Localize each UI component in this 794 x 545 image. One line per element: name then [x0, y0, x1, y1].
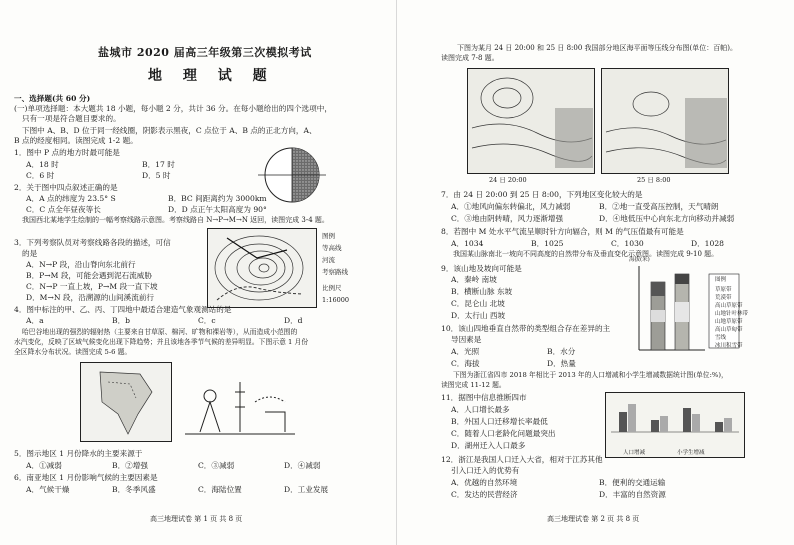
option: D．M→N 段，沿溯源的山间溪流前行: [26, 293, 155, 302]
intro-text: 我国某山脉南北一坡向不同高度的自然带分布及垂直变化示意图。读图完成 9-10 题。: [453, 250, 719, 258]
question-7: 7．由 24 日 20:00 到 25 日 8:00，下列地区变化较大的是: [441, 190, 643, 199]
option: D．热量: [547, 359, 576, 368]
question-3-cont: 的是: [22, 249, 38, 258]
option: A．A 点的纬度为 23.5° S: [26, 194, 116, 203]
option: C．6 时: [26, 171, 55, 180]
question-12-cont: 引入口迁入的优势有: [451, 466, 520, 475]
option: D．丰富的自然资源: [599, 490, 666, 499]
option: B．BC 间距离约为 3000km: [168, 194, 267, 203]
option: C．海拔: [451, 359, 480, 368]
question-8: 8．若图中 M 处水平气流呈顺时针方向辐合，则 M 的气压值最有可能是: [441, 227, 684, 236]
option: A．人口增长最多: [451, 405, 510, 414]
option: A．18 时: [26, 160, 59, 169]
question-10-cont: 导因素是: [451, 335, 482, 344]
question-4: 4．图中标注的甲、乙、丙、丁四地中最适合建造气象观测站的是: [14, 305, 232, 314]
option: C．N→P 一直上坡，P→M 段一直下坡: [26, 282, 158, 291]
option: C．昆仑山 北坡: [451, 299, 505, 308]
legend-item: 冰川积雪带: [715, 343, 743, 349]
option: B．b: [112, 316, 131, 325]
question-12: 12．浙江是我国人口迁入大省，相对于江苏其他: [441, 455, 603, 464]
option: A．优越的自然环境: [451, 478, 518, 487]
option: B．横断山脉 东坡: [451, 287, 513, 296]
option: B．1025: [531, 239, 564, 248]
legend-item: 河流: [322, 256, 335, 264]
option: B．17 时: [142, 160, 175, 169]
legend-item: 人口增减: [623, 450, 646, 456]
question-3: 3．下列考察队员对考察线路各段的描述，可信: [14, 238, 171, 247]
intro-text: 我国西北某地学生绘制的一幅考察线路示意图。考察线路自 N→P→M→N 返回，读图完成 3-4 题。: [22, 216, 329, 224]
option: D．湖州迁入人口最多: [451, 441, 526, 450]
question-11: 11．据图中信息推断四市: [441, 393, 527, 402]
option: C．发达的民营经济: [451, 490, 518, 499]
south-asia-map: [80, 362, 172, 442]
option: B．便利的交通运输: [599, 478, 666, 487]
option: D．工业发展: [284, 485, 329, 494]
contour-map: [207, 228, 317, 308]
map-caption: 24 日 20:00: [489, 176, 527, 184]
intro-text: 水汽变化，反映了区域气候变化出现下降趋势；并且该地各季节气候的差异明显。下图示意 1 月份: [14, 338, 309, 346]
option: D．d: [284, 316, 303, 325]
intro-text: 下图为浙江省四市 2018 年相比于 2013 年的人口增减和小学生增减数据统计图(单位:%)，: [453, 371, 728, 379]
intro-text: 读图完成 7-8 题。: [441, 54, 499, 62]
legend-item: 等高线: [322, 244, 342, 252]
legend-item: 小学生增减: [677, 450, 705, 456]
option: D．太行山 西坡: [451, 311, 506, 320]
option: C．C 点全年昼夜等长: [26, 205, 101, 214]
instructions-line: (一)单项选择题：本大题共 18 小题，每小题 2 分，共计 36 分。在每小题给出的四个选项中，: [14, 104, 332, 113]
process-diagram: [180, 372, 300, 442]
intro-text: B 点的经度相同。读图完成 1-2 题。: [14, 136, 138, 145]
option: B．水分: [547, 347, 576, 356]
option: B．P→M 段，可能会遇到泥石流威胁: [26, 271, 152, 280]
option: C．c: [198, 316, 216, 325]
pressure-map-2: [601, 68, 729, 174]
legend-title: 图例: [715, 277, 727, 283]
instructions-line: 只有一项是符合题目要求的。: [22, 114, 121, 123]
option: A．光照: [451, 347, 480, 356]
exam-title: 盐城市 2020 届高三年级第三次模拟考试: [98, 46, 312, 59]
right-page: [397, 0, 794, 545]
option: A．①减弱: [26, 461, 62, 470]
subject-title: 地 理 试 题: [148, 68, 275, 84]
question-10: 10．该山四地垂直自然带的类型组合存在差异的主: [441, 324, 611, 333]
axis-label: 海拔(米): [629, 257, 650, 263]
option: A．1034: [451, 239, 484, 248]
intro-text: 读图完成 11-12 题。: [441, 381, 506, 389]
legend-item: 比例尺: [322, 284, 342, 292]
question-1: 1．图中 P 点的地方时最可能是: [14, 148, 120, 157]
option: D．D 点正午太阳高度为 90°: [168, 205, 267, 214]
page-footer: 高三地理试卷 第 2 页 共 8 页: [547, 515, 640, 523]
option: D．④减弱: [284, 461, 321, 470]
legend-item: 荒漠带: [715, 295, 732, 301]
legend-item: 高山草原带: [715, 303, 743, 309]
intro-text: 下图中 A、B、D 位于同一经线圈，阴影表示黑夜，C 点位于 A、B 点的正北方向，A、: [22, 126, 317, 135]
page-footer: 高三地理试卷 第 1 页 共 8 页: [150, 515, 243, 523]
intro-text: 哈巴谷地出现的强烈的辐射热（主要来自甘草原、棉河、旷物和裸岩等），从而造成小范围的: [22, 328, 298, 336]
option: B．冬季风盛: [112, 485, 156, 494]
option: B．外国人口迁移增长率最低: [451, 417, 548, 426]
option: C．③减弱: [198, 461, 235, 470]
pressure-map-1: [467, 68, 595, 174]
legend-item: 山地针叶林带: [715, 311, 749, 317]
option: A．a: [26, 316, 44, 325]
question-6: 6．南亚地区 1 月份影响气候的主要因素是: [14, 473, 158, 482]
legend-item: 山地草原带: [715, 319, 743, 325]
option: C．1030: [611, 239, 644, 248]
option: A．N→P 段，沿山脊向东北前行: [26, 260, 136, 269]
question-5: 5．图示地区 1 月份降水的主要来源于: [14, 449, 143, 458]
option: D．5 时: [142, 171, 171, 180]
option: C．随着人口老龄化问题最突出: [451, 429, 556, 438]
option: B．②增强: [112, 461, 148, 470]
option: D．④地低压中心向东北方向移动并减弱: [599, 214, 735, 223]
intro-text: 下图为某月 24 日 20:00 和 25 日 8:00 我国部分地区海平面等压线分布图(单位：百帕)。: [457, 44, 737, 52]
section-heading: 一、选择题(共 60 分): [14, 94, 91, 103]
option: C．③地由阴转晴，风力逐渐增强: [451, 214, 564, 223]
legend-item: 草原带: [715, 287, 732, 293]
option: A．气候干燥: [26, 485, 70, 494]
option: A．秦岭 南坡: [451, 275, 497, 284]
legend-item: 雪线: [715, 335, 727, 341]
option: C．海陆位置: [198, 485, 242, 494]
legend-item: 1:16000: [322, 296, 350, 304]
intro-text: 全区降水分布状况。读图完成 5-6 题。: [14, 348, 132, 356]
legend-item: 考察路线: [322, 268, 348, 276]
option: B．②地一直受高压控制，天气晴朗: [599, 202, 719, 211]
option: D．1028: [691, 239, 725, 248]
legend-item: 高山草甸带: [715, 327, 743, 333]
question-9: 9．该山地及坡向可能是: [441, 264, 522, 273]
legend-title: 图例: [322, 232, 335, 240]
question-2: 2．关于图中四点叙述正确的是: [14, 183, 118, 192]
map-caption: 25 日 8:00: [637, 176, 671, 184]
option: A．①地风向偏东转偏北，风力减弱: [451, 202, 571, 211]
